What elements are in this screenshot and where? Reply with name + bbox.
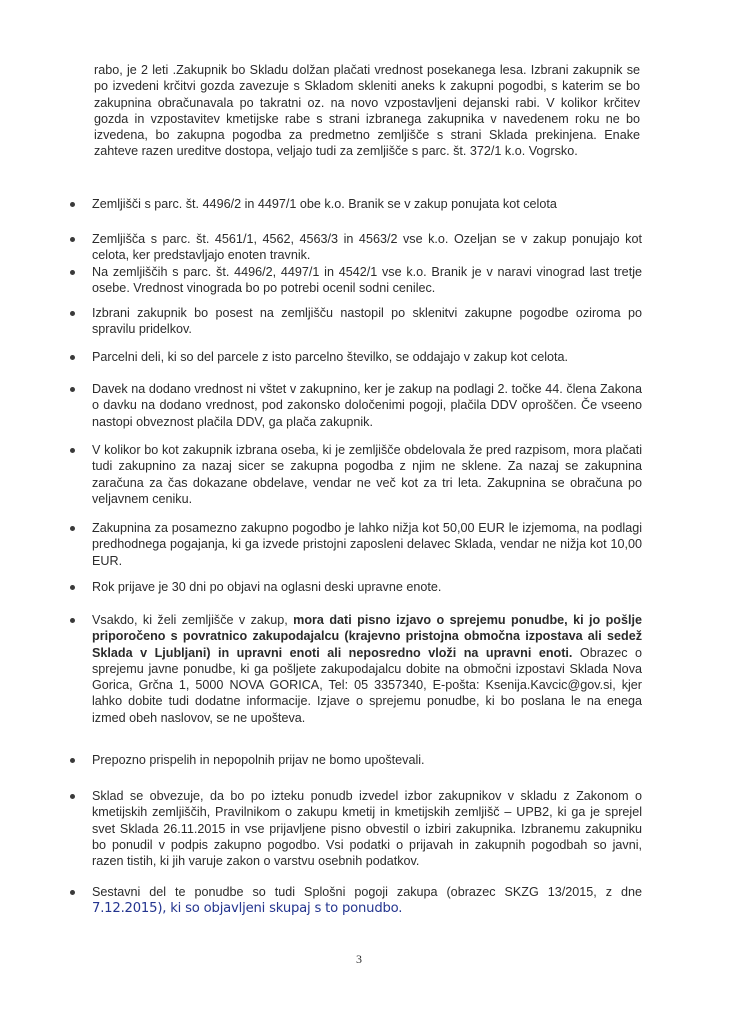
list-item-text: Zakupnina za posamezno zakupno pogodbo je lahko nižja kot 50,00 EUR le izjemoma, na podlagi predhodnega pogajanja, ki ga izvede pristojni zaposleni delavec Sklada, vendar ne nižja kot 10,00 EUR. xyxy=(92,521,642,568)
bullet-icon xyxy=(70,237,75,242)
list-item xyxy=(92,264,642,297)
list-item xyxy=(92,612,642,726)
bullet-icon xyxy=(70,890,75,895)
list-item xyxy=(92,196,642,212)
bullet-icon xyxy=(70,270,75,275)
bullet-icon xyxy=(70,526,75,531)
list-item xyxy=(92,520,642,569)
intro-paragraph: rabo, je 2 leti .Zakupnik bo Skladu dolžan plačati vrednost posekanega lesa. Izbrani zakupnik se po izvedeni krčitvi gozda zavezuje s Skladom skleniti aneks k zakupni pogodbi, s katerim se bo zakupnina obračunavala po takratni oz. na novo vzpostavljeni dejanski rabi. V kolikor krčitev gozda in vzpostavitev kmetijske rabe s strani izbranega zakupnika v navedenem roku ne bo izvedena, bo zakupna pogodba za predmetno zemljišče s strani Sklada prekinjena. Enake zahteve razen ureditve dostopa, veljajo tudi za zemljišče s parc. št. 372/1 k.o. Vogrsko. xyxy=(94,63,640,159)
list-item-text: Izbrani zakupnik bo posest na zemljišču nastopil po sklenitvi zakupne pogodbe oziroma po spravilu pridelkov. xyxy=(92,306,642,337)
list-item-text: Davek na dodano vrednost ni vštet v zakupnino, ker je zakup na podlagi 2. točke 44. člena Zakona o davku na dodano vrednost, pod zakonsko določenimi pogoji, plačila DDV oproščen. Če vseeno nastopi obveznost plačila DDV, ga plača zakupnik. xyxy=(92,382,642,429)
bullet-icon xyxy=(70,794,75,799)
list-item xyxy=(92,442,642,507)
list-item-text: V kolikor bo kot zakupnik izbrana oseba, ki je zemljišče obdelovala že pred razpisom, mora plačati tudi zakupnino za nazaj sicer se zakupna pogodba z njim ne sklene. Za nazaj se zakupnina zaračuna za čas dokazane obdelave, vendar ne več kot za tri leta. Zakupnina se obračuna po veljavnem ceniku. xyxy=(92,443,642,506)
bold-instruction: mora dati pisno izjavo o sprejemu ponudbe, ki jo pošlje priporočeno s povratnico zakupodajalcu (krajevno pristojna območna izpostava ali sedež Sklada v Ljubljani) in upravni enoti ali neposredno vloži na upravni enoti. xyxy=(92,613,642,660)
bullet-icon xyxy=(70,311,75,316)
list-item xyxy=(92,349,642,365)
list-item-text: Zemljišča s parc. št. 4561/1, 4562, 4563/3 in 4563/2 vse k.o. Ozeljan se v zakup ponujajo kot celota, ker predstavljajo enoten travnik. xyxy=(92,232,642,263)
list-item-text xyxy=(92,612,642,726)
bullet-icon xyxy=(70,618,75,623)
list-item xyxy=(92,381,642,430)
bullet-icon xyxy=(70,758,75,763)
bullet-icon xyxy=(70,585,75,590)
highlighted-text: 7.12.2015), ki so objavljeni skupaj s to ponudbo. xyxy=(92,901,403,917)
list-item-text xyxy=(92,884,642,918)
bullet-icon xyxy=(70,387,75,392)
list-item-text: Sklad se obvezuje, da bo po izteku ponudb izvedel izbor zakupnikov v skladu z Zakonom o kmetijskih zemljiščih, Pravilnikom o zakupu kmetij in kmetijskih zemljišč – UPB2, ki ga je sprejel svet Sklada 26.11.2015 in vse prijavljene pisno obvestil o izbiri zakupnika. Izbranemu zakupniku bo ponudil v podpis zakupno pogodbo. Vsi podatki o prijavah in zakupnih pogodbah so javni, razen tistih, ki jih varuje zakon o varstvu osebnih podatkov. xyxy=(92,789,642,869)
bullet-icon xyxy=(70,355,75,360)
list-item xyxy=(92,305,642,338)
list-item xyxy=(92,579,642,595)
bullet-icon xyxy=(70,202,75,207)
list-item xyxy=(92,752,642,768)
list-item-text: Prepozno prispelih in nepopolnih prijav ne bomo upoštevali. xyxy=(92,753,425,767)
list-item xyxy=(92,788,642,869)
list-item-text: Na zemljiščih s parc. št. 4496/2, 4497/1 in 4542/1 vse k.o. Branik je v naravi vinograd last tretje osebe. Vrednost vinograda bo po potrebi ocenil sodni cenilec. xyxy=(92,265,642,296)
list-item xyxy=(92,884,642,918)
bullet-icon xyxy=(70,448,75,453)
list-item xyxy=(92,231,642,264)
text-run: Sestavni del te ponudbe so tudi Splošni pogoji zakupa (obrazec SKZG 13/2015, z dne xyxy=(92,885,642,899)
list-item-text: Rok prijave je 30 dni po objavi na oglasni deski upravne enote. xyxy=(92,580,442,594)
text-run: Obrazec o sprejemu javne ponudbe, ki ga pošljete zakupodajalcu dobite na območni izpostavi Sklada Nova Gorica, Grčna 1, 5000 NOVA GORICA, Tel: 05 3357340, E-pošta: Ksenija.Kavcic@gov.si, kjer lahko dobite tudi dodatne informacije. Izjave o sprejemu ponudbe, ki bo poslana le na enega izmed obeh naslovov, se ne upošteva. xyxy=(92,645,642,725)
text-run: Vsakdo, ki želi zemljišče v zakup, xyxy=(92,613,294,627)
page-number: 3 xyxy=(356,952,362,966)
list-item-text: Zemljišči s parc. št. 4496/2 in 4497/1 obe k.o. Branik se v zakup ponujata kot celota xyxy=(92,197,557,211)
list-item-text: Parcelni deli, ki so del parcele z isto parcelno številko, se oddajajo v zakup kot celota. xyxy=(92,350,569,364)
